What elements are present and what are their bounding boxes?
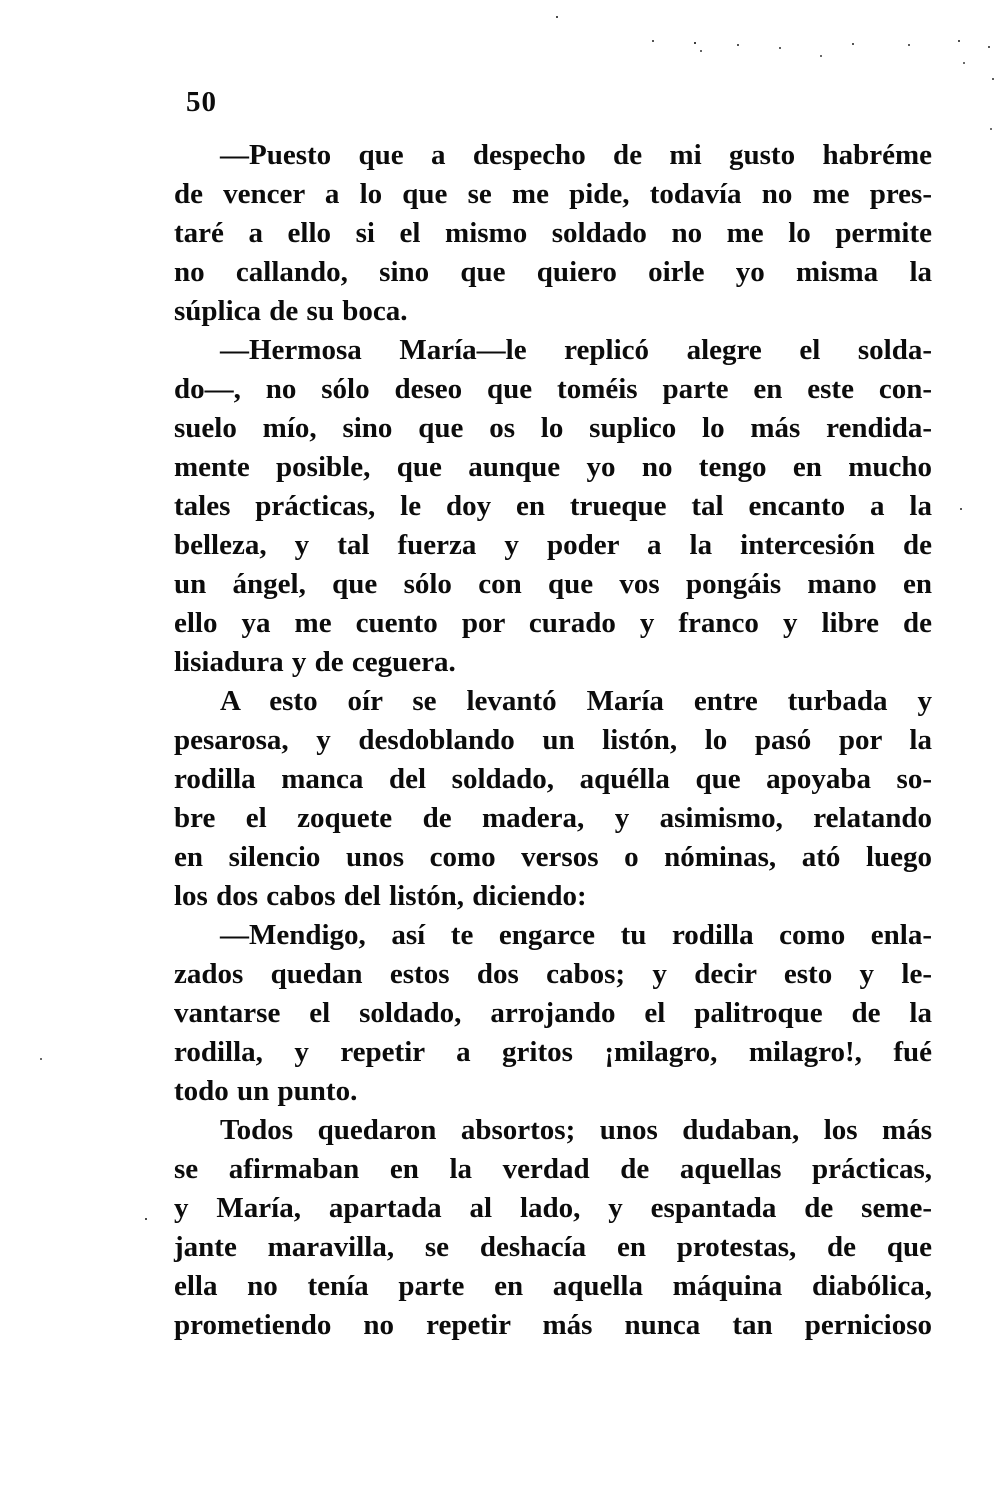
text-line: bre el zoquete de madera, y asimismo, relatando: [174, 802, 932, 834]
text-line: taré a ello si el mismo soldado no me lo permite: [174, 217, 932, 249]
text-line: todo un punto.: [174, 1075, 358, 1107]
text-line: prometiendo no repetir más nunca tan pernicioso: [174, 1309, 932, 1341]
text-line: y María, apartada al lado, y espantada de seme-: [174, 1192, 932, 1224]
text-line: de vencer a lo que se me pide, todavía no me pres-: [174, 178, 932, 210]
paragraph: [174, 331, 932, 682]
text-line: vantarse el soldado, arrojando el palitroque de la: [174, 997, 932, 1029]
text-line: ella no tenía parte en aquella máquina diabólica,: [174, 1270, 932, 1302]
text-line: súplica de su boca.: [174, 295, 408, 327]
text-line: no callando, sino que quiero oirle yo misma la: [174, 256, 932, 288]
text-line: —Puesto que a despecho de mi gusto habréme: [220, 139, 932, 171]
text-line: do—, no sólo deseo que toméis parte en este con-: [174, 373, 932, 405]
page-number: 50: [186, 86, 217, 118]
text-line: rodilla manca del soldado, aquélla que apoyaba so-: [174, 763, 932, 795]
text-line: —Hermosa María—le replicó alegre el solda-: [220, 334, 932, 366]
text-line: pesarosa, y desdoblando un listón, lo pasó por la: [174, 724, 932, 756]
text-line: los dos cabos del listón, diciendo:: [174, 880, 587, 912]
scan-noise-specks: [0, 0, 2, 2]
text-line: Todos quedaron absortos; unos dudaban, los más: [220, 1114, 932, 1146]
page-text-block: [174, 136, 932, 1345]
paragraph: [174, 1111, 932, 1345]
text-line: A esto oír se levantó María entre turbada y: [220, 685, 932, 717]
text-line: mente posible, que aunque yo no tengo en mucho: [174, 451, 932, 483]
text-line: tales prácticas, le doy en trueque tal encanto a la: [174, 490, 932, 522]
text-line: belleza, y tal fuerza y poder a la intercesión de: [174, 529, 932, 561]
text-line: zados quedan estos dos cabos; y decir esto y le-: [174, 958, 932, 990]
paragraph: [174, 916, 932, 1111]
text-line: ello ya me cuento por curado y franco y libre de: [174, 607, 932, 639]
text-line: lisiadura y de ceguera.: [174, 646, 456, 678]
paragraph: [174, 682, 932, 916]
text-line: en silencio unos como versos o nóminas, ató luego: [174, 841, 932, 873]
text-line: rodilla, y repetir a gritos ¡milagro, milagro!, fué: [174, 1036, 932, 1068]
paragraph: [174, 136, 932, 331]
text-line: suelo mío, sino que os lo suplico lo más rendida-: [174, 412, 932, 444]
text-line: —Mendigo, así te engarce tu rodilla como enla-: [220, 919, 932, 951]
text-line: se afirmaban en la verdad de aquellas prácticas,: [174, 1153, 932, 1185]
text-line: un ángel, que sólo con que vos pongáis mano en: [174, 568, 932, 600]
text-line: jante maravilla, se deshacía en protestas, de que: [174, 1231, 932, 1263]
